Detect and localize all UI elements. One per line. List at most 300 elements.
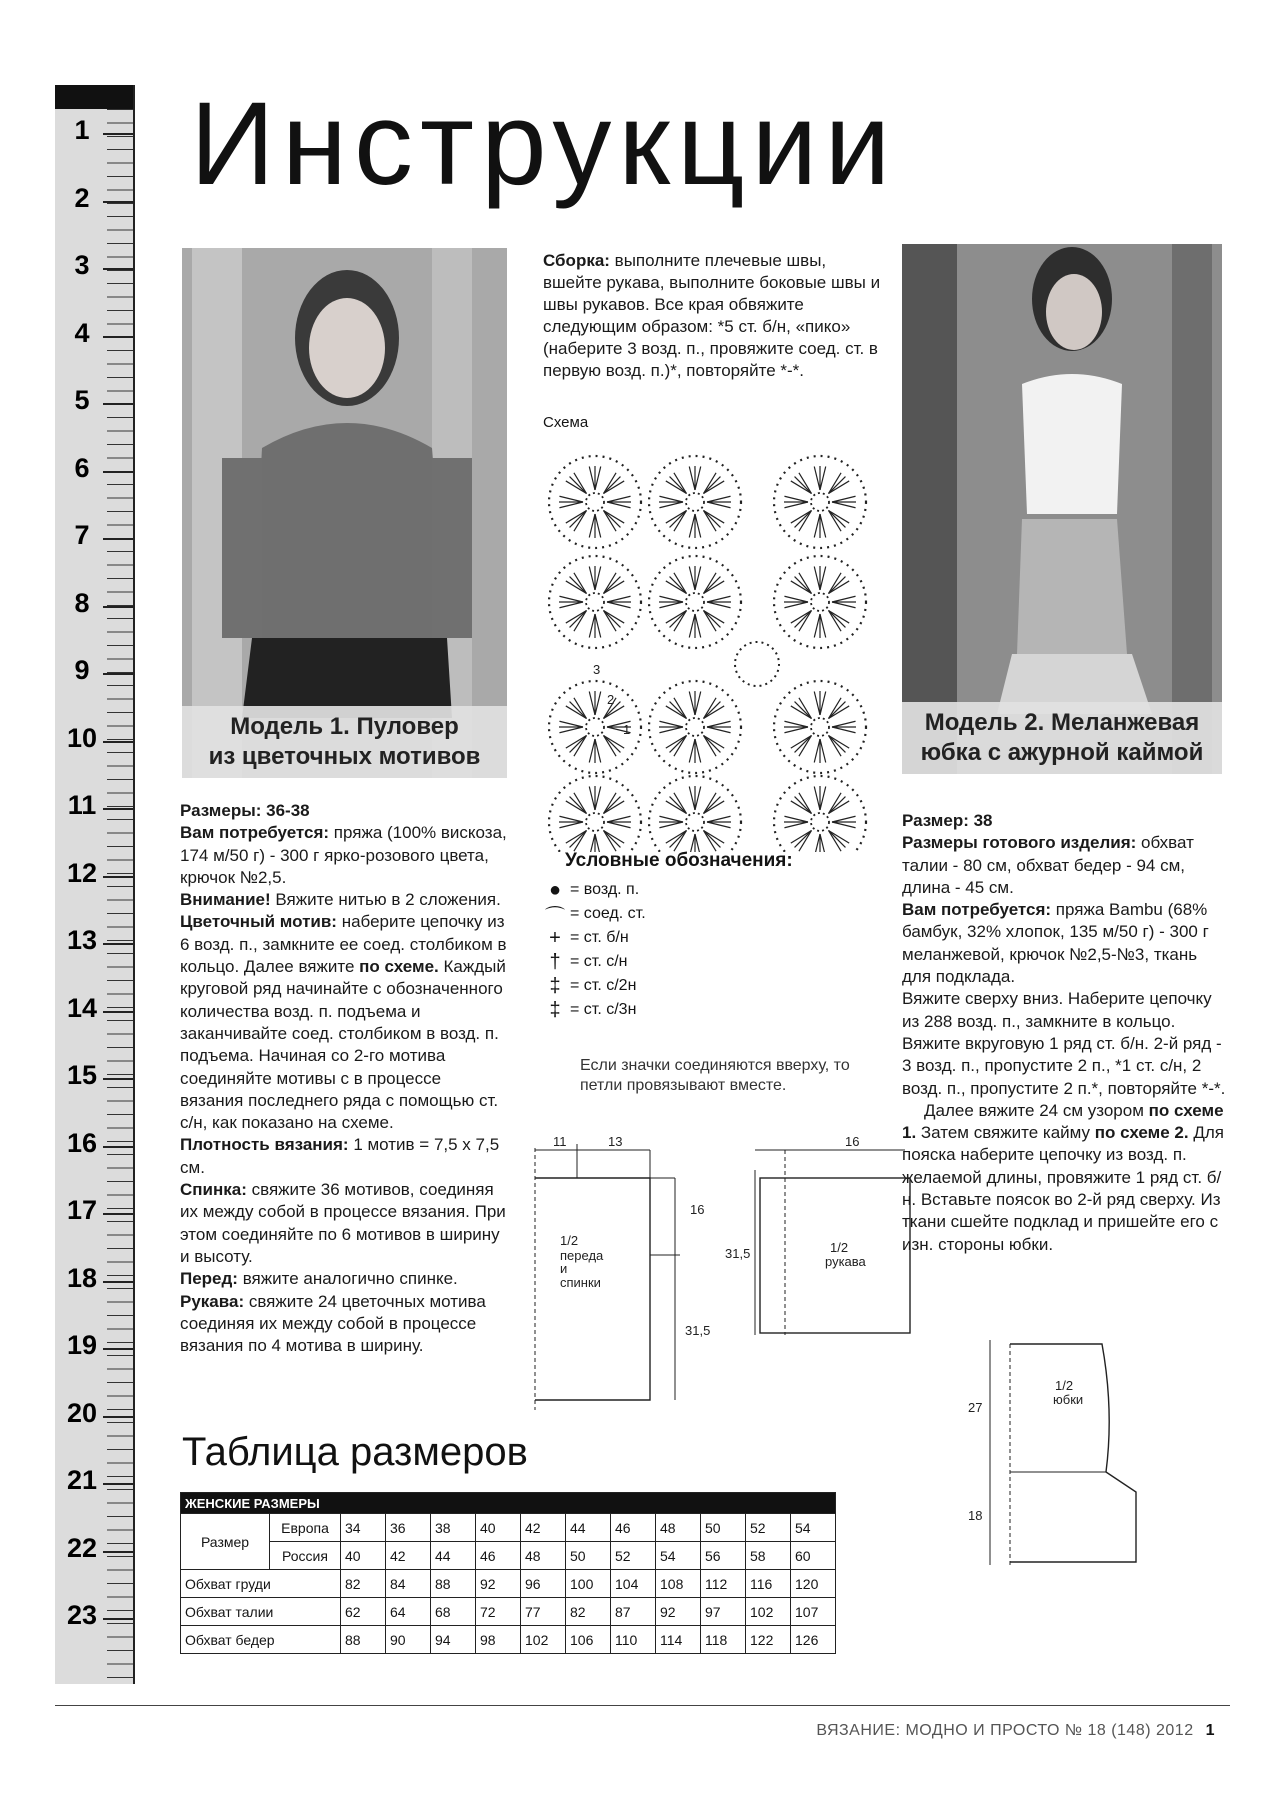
ruler-major-tick <box>103 1551 133 1553</box>
ruler-number: 5 <box>74 385 90 415</box>
motif-group <box>549 456 866 852</box>
stitch-mark <box>707 496 731 502</box>
motif-center-ring <box>811 718 829 736</box>
stitch-mark <box>707 596 731 602</box>
table-cell: 64 <box>386 1598 431 1626</box>
chart-row-number-1: 1 <box>623 722 631 737</box>
table-cell: 108 <box>656 1570 701 1598</box>
ruler-number: 8 <box>74 587 90 618</box>
stitch-mark <box>695 691 701 715</box>
stitch-mark <box>820 786 826 810</box>
table-cell: 88 <box>431 1570 476 1598</box>
ruler-number: 11 <box>67 790 97 820</box>
motif-center-ring <box>811 593 829 611</box>
treble-crochet-icon: ‡ <box>549 974 561 997</box>
ruler-major-tick <box>103 808 133 810</box>
table-cell: 100 <box>566 1570 611 1598</box>
stitch-mark <box>820 514 826 538</box>
legend-text: = ст. с/н <box>570 953 628 970</box>
stitch-mark <box>820 614 826 638</box>
stitch-mark <box>559 502 583 508</box>
stitch-mark <box>659 727 683 733</box>
pattern-label: юбки <box>1053 1392 1084 1407</box>
motif-center-ring <box>811 813 829 831</box>
attention-text: Вяжите нитью в 2 сложения. <box>270 890 501 910</box>
front-label: Перед: <box>180 1269 238 1289</box>
legend-row <box>540 950 860 974</box>
stitch-mark <box>814 566 820 590</box>
motif-center-ring <box>586 813 604 831</box>
stitch-mark <box>689 691 695 715</box>
sleeves-text: свяжите 24 цветочных мотива соединяя их между собой в процессе вязания по 4 мотива в ширину. <box>180 1291 486 1356</box>
table-row <box>181 1570 836 1598</box>
pattern-label: переда <box>560 1248 604 1263</box>
single-crochet-icon: + <box>549 926 561 949</box>
table-cell: 54 <box>656 1542 701 1570</box>
ruler-major-tick <box>103 741 133 743</box>
stitch-mark <box>595 786 601 810</box>
stitch-mark <box>707 822 731 828</box>
chart-row-number-3: 3 <box>593 662 601 677</box>
pattern-label: рукава <box>825 1254 866 1269</box>
stitch-mark <box>695 466 701 490</box>
table-cell: 97 <box>701 1598 746 1626</box>
pattern-label: и <box>560 1261 568 1276</box>
table-row <box>181 1542 836 1570</box>
size-label-cell: Размер <box>181 1514 270 1570</box>
stitch-mark <box>695 514 701 538</box>
table-cell: 92 <box>476 1570 521 1598</box>
dim-label: 11 <box>553 1134 567 1149</box>
model1-caption <box>182 706 507 778</box>
motif-center-ring <box>586 493 604 511</box>
legend-row <box>540 998 860 1022</box>
ruler-number: 18 <box>66 1262 98 1293</box>
table-cell: 62 <box>341 1598 386 1626</box>
ruler-number: 17 <box>66 1195 98 1225</box>
row-label-cell: Обхват талии <box>181 1598 341 1626</box>
stitch-mark <box>595 614 601 638</box>
table-cell: 96 <box>521 1570 566 1598</box>
table-cell: 50 <box>701 1514 746 1542</box>
legend-title: Условные обозначения: <box>565 850 793 871</box>
table-cell: 42 <box>521 1514 566 1542</box>
table-cell: 52 <box>611 1542 656 1570</box>
stitch-mark <box>589 566 595 590</box>
ruler-major-tick <box>103 1618 133 1620</box>
stitch-mark <box>607 822 631 828</box>
stitch-mark <box>689 739 695 763</box>
stitch-mark <box>689 566 695 590</box>
legend-text: = ст. с/2н <box>570 977 637 994</box>
model2-caption-line2: юбка с ажурной каймой <box>920 739 1204 766</box>
table-cell: 118 <box>701 1626 746 1654</box>
model2-caption <box>902 702 1222 774</box>
table-cell: 44 <box>431 1542 476 1570</box>
assembly-text <box>543 250 888 382</box>
table-cell: 72 <box>476 1598 521 1626</box>
materials-label: Вам потребуется: <box>180 823 330 843</box>
pattern-text-c: Затем свяжите кайму <box>916 1123 1095 1143</box>
table-cell: 40 <box>476 1514 521 1542</box>
stitch-mark <box>659 822 683 828</box>
model1-instructions <box>180 800 508 1357</box>
chart-row-number-2: 2 <box>607 692 615 707</box>
size-label: Размер: 38 <box>902 811 993 830</box>
table-cell: 46 <box>611 1514 656 1542</box>
ruler-major-tick <box>103 673 133 675</box>
ruler-number: 21 <box>66 1465 98 1495</box>
stitch-mark <box>784 727 808 733</box>
crochet-motif-chart <box>535 432 895 852</box>
stitch-mark <box>707 502 731 508</box>
page-title: Инструкции <box>190 78 898 210</box>
density-label: Плотность вязания: <box>180 1135 349 1155</box>
motif-label: Цветочный мотив: <box>180 912 337 932</box>
motif-text2: Каждый круговой ряд начинайте с обозначенного количества возд. п. подъема и заканчивайте соед. столбиком в возд. п. подъема. Начиная со 2-го мотива соединяйте мотивы с в процессе вязания последнего ряда с помощью ст. с/н, как показано на схеме. <box>180 957 506 1133</box>
stitch-mark <box>595 466 601 490</box>
table-cell: 110 <box>611 1626 656 1654</box>
dim-label: 16 <box>690 1202 705 1217</box>
stitch-mark <box>784 496 808 502</box>
table-cell: 92 <box>656 1598 701 1626</box>
dim-label: 18 <box>968 1508 983 1523</box>
stitch-mark <box>589 614 595 638</box>
ruler-major-tick <box>103 1483 133 1485</box>
stitch-mark <box>559 721 583 727</box>
ruler-major-tick <box>103 1011 133 1013</box>
stitch-mark <box>832 721 856 727</box>
stitch-mark <box>559 727 583 733</box>
table-row <box>181 1626 836 1654</box>
model1-photo <box>182 248 507 778</box>
slip-stitch-icon: ⌒ <box>545 905 565 928</box>
table-cell: 87 <box>611 1598 656 1626</box>
model2-figure <box>902 244 1222 774</box>
ruler-major-tick <box>103 268 133 270</box>
table-cell: 34 <box>341 1514 386 1542</box>
stitch-mark <box>559 496 583 502</box>
table-cell: 120 <box>791 1570 836 1598</box>
materials-text: пряжа Bambu (68% бамбук, 32% хлопок, 135 м/50 г) - 300 г меланжевой, крючок №2,5-№3, ткань для подклада. <box>902 900 1209 987</box>
stitch-mark <box>784 822 808 828</box>
stitch-mark <box>595 691 601 715</box>
motif-bold: по схеме. <box>359 957 439 977</box>
stitch-mark <box>784 816 808 822</box>
pattern-label: 1/2 <box>1055 1378 1074 1393</box>
legend-row <box>540 974 860 998</box>
ruler-major-tick <box>103 133 133 135</box>
table-cell: 122 <box>746 1626 791 1654</box>
density-text: 1 мотив = 7,5 х 7,5 см. <box>180 1135 500 1177</box>
motif-center-ring <box>586 718 604 736</box>
table-cell: 82 <box>341 1570 386 1598</box>
table-row <box>181 1514 836 1542</box>
skirt-pattern <box>960 1340 1140 1570</box>
table-cell: 94 <box>431 1626 476 1654</box>
legend-row <box>540 878 860 902</box>
stitch-mark <box>559 822 583 828</box>
table-cell: 60 <box>791 1542 836 1570</box>
stitch-mark <box>607 496 631 502</box>
ruler-major-tick <box>103 538 133 540</box>
legend-note: Если значки соединяются вверху, то петли провязывают вместе. <box>580 1057 850 1094</box>
magazine-issue: ВЯЗАНИЕ: МОДНО И ПРОСТО № 18 (148) 2012 <box>816 1722 1194 1739</box>
table-cell: 36 <box>386 1514 431 1542</box>
stitch-mark <box>707 816 731 822</box>
legend-text: = ст. с/3н <box>570 1001 637 1018</box>
table-cell: 104 <box>611 1570 656 1598</box>
front-text: вяжите аналогично спинке. <box>237 1269 458 1289</box>
finished-size-label: Размеры готового изделия: <box>902 833 1137 853</box>
stitch-mark <box>607 596 631 602</box>
dim-label: 31,5 <box>725 1246 751 1261</box>
page-footer <box>816 1722 1215 1740</box>
motif-center-ring <box>686 718 704 736</box>
ruler-major-tick <box>103 1078 133 1080</box>
ruler-number: 15 <box>66 1060 98 1090</box>
stitch-mark <box>814 739 820 763</box>
sizes-label: Размеры: 36-38 <box>180 801 310 820</box>
ruler-number: 16 <box>66 1127 98 1158</box>
ruler-number: 12 <box>66 857 98 888</box>
row-label-cell: Обхват груди <box>181 1570 341 1598</box>
pattern-label: 1/2 <box>830 1240 849 1255</box>
stitch-mark <box>559 602 583 608</box>
stitch-mark <box>832 596 856 602</box>
pattern-ref-2: по схеме 2. <box>1094 1123 1189 1143</box>
motif-center-ring <box>686 593 704 611</box>
dim-label: 31,5 <box>685 1323 711 1338</box>
pattern-label: 1/2 <box>560 1233 579 1248</box>
ruler-major-tick <box>103 876 133 878</box>
stitch-mark <box>689 786 695 810</box>
table-cell: 38 <box>431 1514 476 1542</box>
pattern-label: спинки <box>560 1275 601 1290</box>
stitch-mark <box>814 786 820 810</box>
table-cell: 102 <box>521 1626 566 1654</box>
stitch-mark <box>659 496 683 502</box>
table-cell: 126 <box>791 1626 836 1654</box>
model1-caption-line1: Модель 1. Пуловер <box>230 713 459 740</box>
table-cell: 114 <box>656 1626 701 1654</box>
chain-stitch-icon: ● <box>548 878 562 901</box>
ruler-cap <box>55 85 133 109</box>
ruler-major-tick <box>103 1146 133 1148</box>
stitch-mark <box>784 502 808 508</box>
table-cell: 56 <box>701 1542 746 1570</box>
stitch-mark <box>832 502 856 508</box>
ruler-major-tick <box>103 606 133 608</box>
stitch-mark <box>784 721 808 727</box>
table-cell: 68 <box>431 1598 476 1626</box>
stitch-mark <box>589 786 595 810</box>
ruler-number: 4 <box>74 317 90 348</box>
size-table-heading: Таблица размеров <box>182 1430 528 1474</box>
stitch-mark <box>820 739 826 763</box>
table-cell: 106 <box>566 1626 611 1654</box>
stitch-mark <box>689 614 695 638</box>
stitch-mark <box>689 466 695 490</box>
table-cell: 42 <box>386 1542 431 1570</box>
stitch-mark <box>559 596 583 602</box>
stitch-mark <box>559 816 583 822</box>
stitch-mark <box>814 691 820 715</box>
stitch-mark <box>595 739 601 763</box>
back-label: Спинка: <box>180 1180 247 1200</box>
stitch-mark <box>659 502 683 508</box>
stitch-mark <box>707 721 731 727</box>
table-cell: 90 <box>386 1626 431 1654</box>
table-cell: 112 <box>701 1570 746 1598</box>
ruler-number: 7 <box>74 520 90 550</box>
table-cell: 84 <box>386 1570 431 1598</box>
ruler-major-tick <box>103 943 133 945</box>
stitch-mark <box>589 691 595 715</box>
table-cell: 54 <box>791 1514 836 1542</box>
table-cell: 44 <box>566 1514 611 1542</box>
sleeves-label: Рукава: <box>180 1291 245 1311</box>
row-label-cell: Обхват бедер <box>181 1626 341 1654</box>
stitch-mark <box>695 786 701 810</box>
ruler-number: 9 <box>74 655 90 685</box>
table-cell: 98 <box>476 1626 521 1654</box>
ruler-number: 20 <box>66 1397 98 1428</box>
footer-rule <box>55 1705 1230 1706</box>
ruler-number: 19 <box>66 1330 98 1360</box>
motif-center-ring <box>686 493 704 511</box>
model1-caption-line2: из цветочных мотивов <box>208 743 481 770</box>
stitch-mark <box>695 614 701 638</box>
ruler-major-tick <box>103 471 133 473</box>
stitch-mark <box>820 691 826 715</box>
model1-figure <box>182 248 507 778</box>
ruler-major-tick <box>103 1416 133 1418</box>
stitch-mark <box>589 514 595 538</box>
skirt-outline <box>1010 1344 1136 1562</box>
ruler-major-tick <box>103 1281 133 1283</box>
russia-label-cell: Россия <box>270 1542 341 1570</box>
stitch-mark <box>814 614 820 638</box>
ruler-ticks <box>107 109 133 1684</box>
finished-size-text: обхват талии - 80 см, обхват бедер - 94 см, длина - 45 см. <box>902 833 1194 897</box>
stitch-mark <box>659 602 683 608</box>
dim-label: 16 <box>845 1134 860 1149</box>
table-cell: 88 <box>341 1626 386 1654</box>
assembly-body: выполните плечевые швы, вшейте рукава, выполните боковые швы и швы рукавов. Все края обвяжите следующим образом: *5 ст. б/н, «пико» (наберите 3 возд. п., провяжите соед. ст. в первую возд. п.)*, повторяйте *-*. <box>543 251 881 380</box>
stitch-mark <box>607 602 631 608</box>
stitch-mark <box>820 566 826 590</box>
ruler-major-tick <box>103 336 133 338</box>
table-cell: 52 <box>746 1514 791 1542</box>
joining-motif <box>735 642 779 686</box>
stitch-mark <box>595 514 601 538</box>
double-crochet-icon: † <box>549 950 561 973</box>
table-cell: 58 <box>746 1542 791 1570</box>
ruler-major-tick <box>103 403 133 405</box>
schema-label: Схема <box>543 414 589 431</box>
pattern-ref-1: по схеме 1. <box>902 1100 1224 1143</box>
stitch-mark <box>832 822 856 828</box>
pattern-text-e: Для пояска наберите цепочку из возд. п. желаемой длины, провяжите 1 ряд ст. б/н. Вставьте поясок во 2-й ряд сверху. Из ткани сшейте подклад и пришейте его с изн. стороны юбки. <box>902 1123 1224 1254</box>
stitch-mark <box>832 602 856 608</box>
stitch-mark <box>595 566 601 590</box>
motif-center-ring <box>811 493 829 511</box>
table-cell: 116 <box>746 1570 791 1598</box>
model2-instructions <box>902 810 1227 1256</box>
stitch-mark <box>659 596 683 602</box>
back-text: свяжите 36 мотивов, соединяя их между собой в процессе вязания. При этом соединяйте по 6 мотивов в ширину и высоту. <box>180 1180 506 1266</box>
dim-label: 13 <box>608 1134 623 1149</box>
stitch-mark <box>695 739 701 763</box>
ruler-major-tick <box>103 1348 133 1350</box>
table-cell: 50 <box>566 1542 611 1570</box>
stitch-mark <box>589 739 595 763</box>
legend-text: = возд. п. <box>570 881 640 898</box>
motif-center-ring <box>686 813 704 831</box>
stitch-mark <box>832 816 856 822</box>
ruler-number: 10 <box>66 722 98 753</box>
motif-text: наберите цепочку из 6 возд. п., замкните ее соед. столбиком в кольцо. Далее вяжите <box>180 912 507 977</box>
model2-caption-line1: Модель 2. Меланжевая <box>924 709 1200 736</box>
table-header: ЖЕНСКИЕ РАЗМЕРЫ <box>181 1493 836 1514</box>
ruler-number: 2 <box>74 182 90 213</box>
stitch-mark <box>832 727 856 733</box>
pattern-text-a: Далее вяжите 24 см узором <box>924 1100 1149 1120</box>
ruler-number: 14 <box>66 992 98 1023</box>
ruler-number: 23 <box>66 1600 98 1630</box>
symbol-legend <box>540 850 860 1022</box>
stitch-mark <box>707 727 731 733</box>
table-row <box>181 1598 836 1626</box>
stitch-mark <box>784 596 808 602</box>
materials-label: Вам потребуется: <box>902 900 1052 920</box>
double-treble-icon: ‡ <box>549 998 561 1021</box>
ruler-number: 13 <box>66 925 98 955</box>
assembly-label: Сборка: <box>543 251 610 270</box>
stitch-mark <box>814 466 820 490</box>
europe-label-cell: Европа <box>270 1514 341 1542</box>
table-cell: 48 <box>521 1542 566 1570</box>
stitch-mark <box>832 496 856 502</box>
stitch-mark <box>820 466 826 490</box>
table-cell: 107 <box>791 1598 836 1626</box>
model2-photo <box>902 244 1222 774</box>
size-table <box>180 1492 836 1654</box>
sewing-patterns <box>525 1130 915 1410</box>
materials-text: пряжа (100% вискоза, 174 м/50 г) - 300 г ярко-розового цвета, крючок №2,5. <box>180 823 507 887</box>
stitch-mark <box>707 602 731 608</box>
table-cell: 46 <box>476 1542 521 1570</box>
table-cell: 48 <box>656 1514 701 1542</box>
motif-center-ring <box>586 593 604 611</box>
table-cell: 82 <box>566 1598 611 1626</box>
stitch-mark <box>689 514 695 538</box>
stitch-mark <box>659 721 683 727</box>
measuring-ruler <box>55 85 135 1684</box>
stitch-mark <box>784 602 808 608</box>
ruler-major-tick <box>103 201 133 203</box>
method-text: Вяжите сверху вниз. Наберите цепочку из 288 возд. п., замкните в кольцо. Вяжите вкруговую 1 ряд ст. б/н. 2-й ряд - 3 возд. п., пропустите 2 п., *1 ст. с/н, 2 возд. п., пропустите 2 п.*, повторяйте *-*. <box>902 989 1226 1098</box>
stitch-mark <box>814 514 820 538</box>
page-number: 1 <box>1205 1722 1215 1739</box>
legend-text: = соед. ст. <box>570 905 646 922</box>
legend-row <box>540 926 860 950</box>
ruler-number: 22 <box>66 1532 98 1563</box>
stitch-mark <box>607 502 631 508</box>
ruler-major-tick <box>103 1213 133 1215</box>
ruler-number: 6 <box>74 452 90 483</box>
